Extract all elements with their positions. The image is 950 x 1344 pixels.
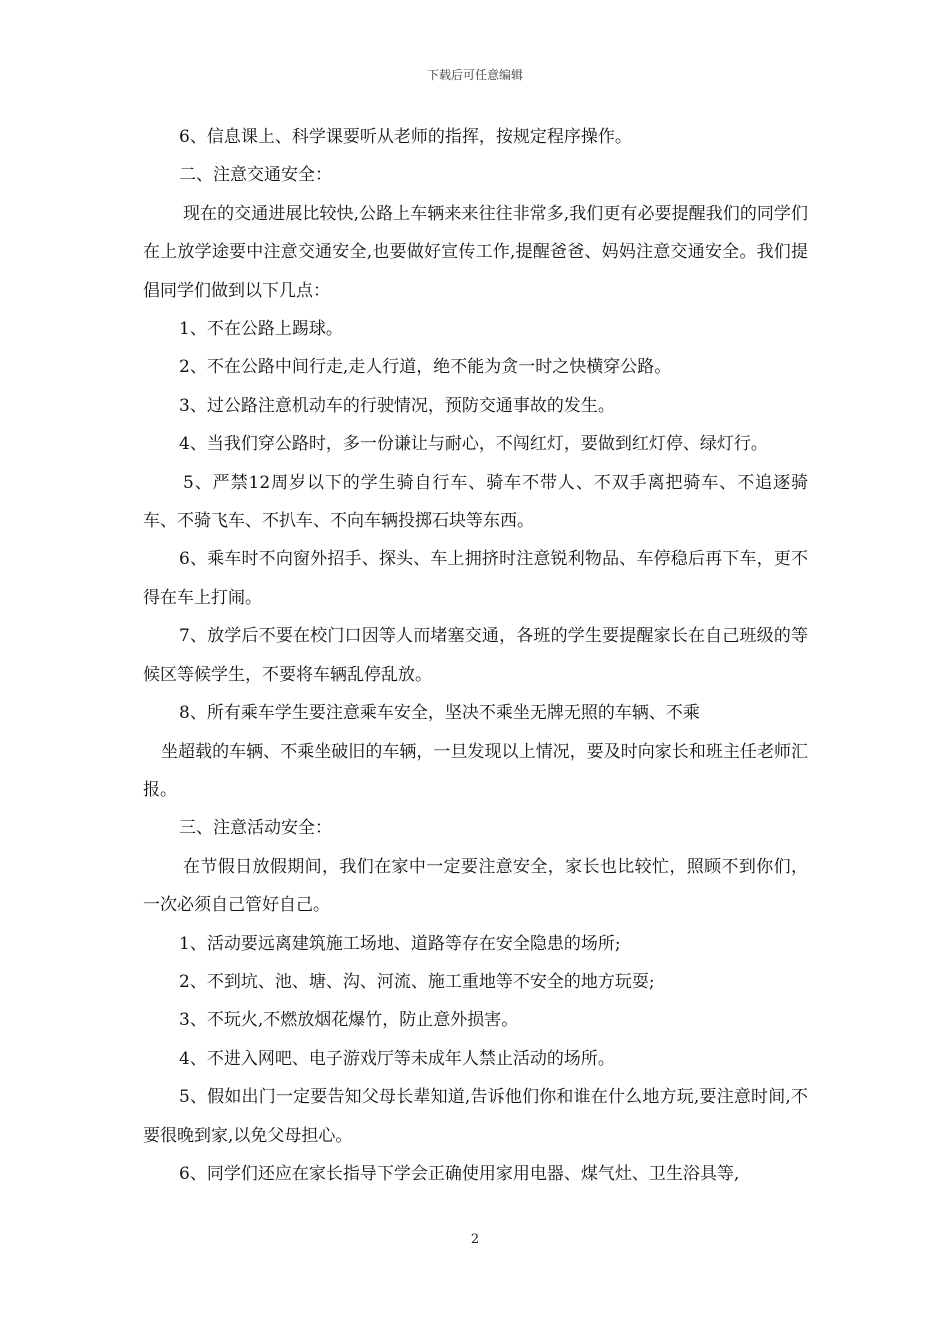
- document-body: [143, 118, 808, 1193]
- paragraph: 在节假日放假期间，我们在家中一定要注意安全，家长也比较忙，照顾不到你们，一次必须自己管好自己。: [143, 856, 808, 916]
- section-heading: 三、注意活动安全：: [179, 818, 332, 839]
- list-item: 4、当我们穿公路时，多一份谦让与耐心，不闯红灯，要做到红灯停、绿灯行。: [179, 434, 768, 455]
- list-item: 5、假如出门一定要告知父母长辈知道,告诉他们你和谁在什么地方玩,要注意时间,不要很晚到家,以免父母担心。: [143, 1087, 808, 1146]
- list-item: 6、同学们还应在家长指导下学会正确使用家用电器、煤气灶、卫生浴具等,: [179, 1163, 740, 1184]
- paragraph: 6、信息课上、科学课要听从老师的指挥，按规定程序操作。: [179, 127, 632, 147]
- page-header: 下载后可任意编辑: [426, 68, 523, 82]
- paragraph: 现在的交通进展比较快,公路上车辆来来往往非常多,我们更有必要提醒我们的同学们在上放学途要中注意交通安全,也要做好宣传工作,提醒爸爸、妈妈注意交通安全。我们提倡同学们做到以下几点：: [143, 203, 808, 301]
- list-item: 1、活动要远离建筑施工场地、道路等存在安全隐患的场所;: [179, 933, 621, 954]
- list-item: 2、不在公路中间行走,走人行道，绝不能为贪一时之快横穿公路。: [179, 357, 672, 378]
- section-heading: 二、注意交通安全：: [179, 165, 332, 186]
- list-item: 5、严禁12周岁以下的学生骑自行车、骑车不带人、不双手离把骑车、不追逐骑车、不骑飞车、不扒车、不向车辆投掷石块等东西。: [143, 472, 808, 532]
- list-item: 3、过公路注意机动车的行驶情况，预防交通事故的发生。: [179, 395, 615, 416]
- paragraph: 坐超载的车辆、不乘坐破旧的车辆，一旦发现以上情况，要及时向家长和班主任老师汇报。: [143, 741, 808, 800]
- list-item: 1、不在公路上踢球。: [179, 319, 343, 340]
- list-item: 3、不玩火,不燃放烟花爆竹，防止意外损害。: [179, 1010, 519, 1031]
- page-number: 2: [470, 1232, 480, 1247]
- list-item: 8、所有乘车学生要注意乘车安全，坚决不乘坐无牌无照的车辆、不乘: [179, 703, 700, 724]
- list-item: 6、乘车时不向窗外招手、探头、车上拥挤时注意锐利物品、车停稳后再下车，更不得在车上打闹。: [143, 549, 808, 608]
- list-item: 2、不到坑、池、塘、沟、河流、施工重地等不安全的地方玩耍;: [179, 971, 655, 992]
- list-item: 7、放学后不要在校门口因等人而堵塞交通，各班的学生要提醒家长在自己班级的等候区等候学生，不要将车辆乱停乱放。: [143, 626, 808, 685]
- list-item: 4、不进入网吧、电子游戏厅等未成年人禁止活动的场所。: [179, 1048, 615, 1069]
